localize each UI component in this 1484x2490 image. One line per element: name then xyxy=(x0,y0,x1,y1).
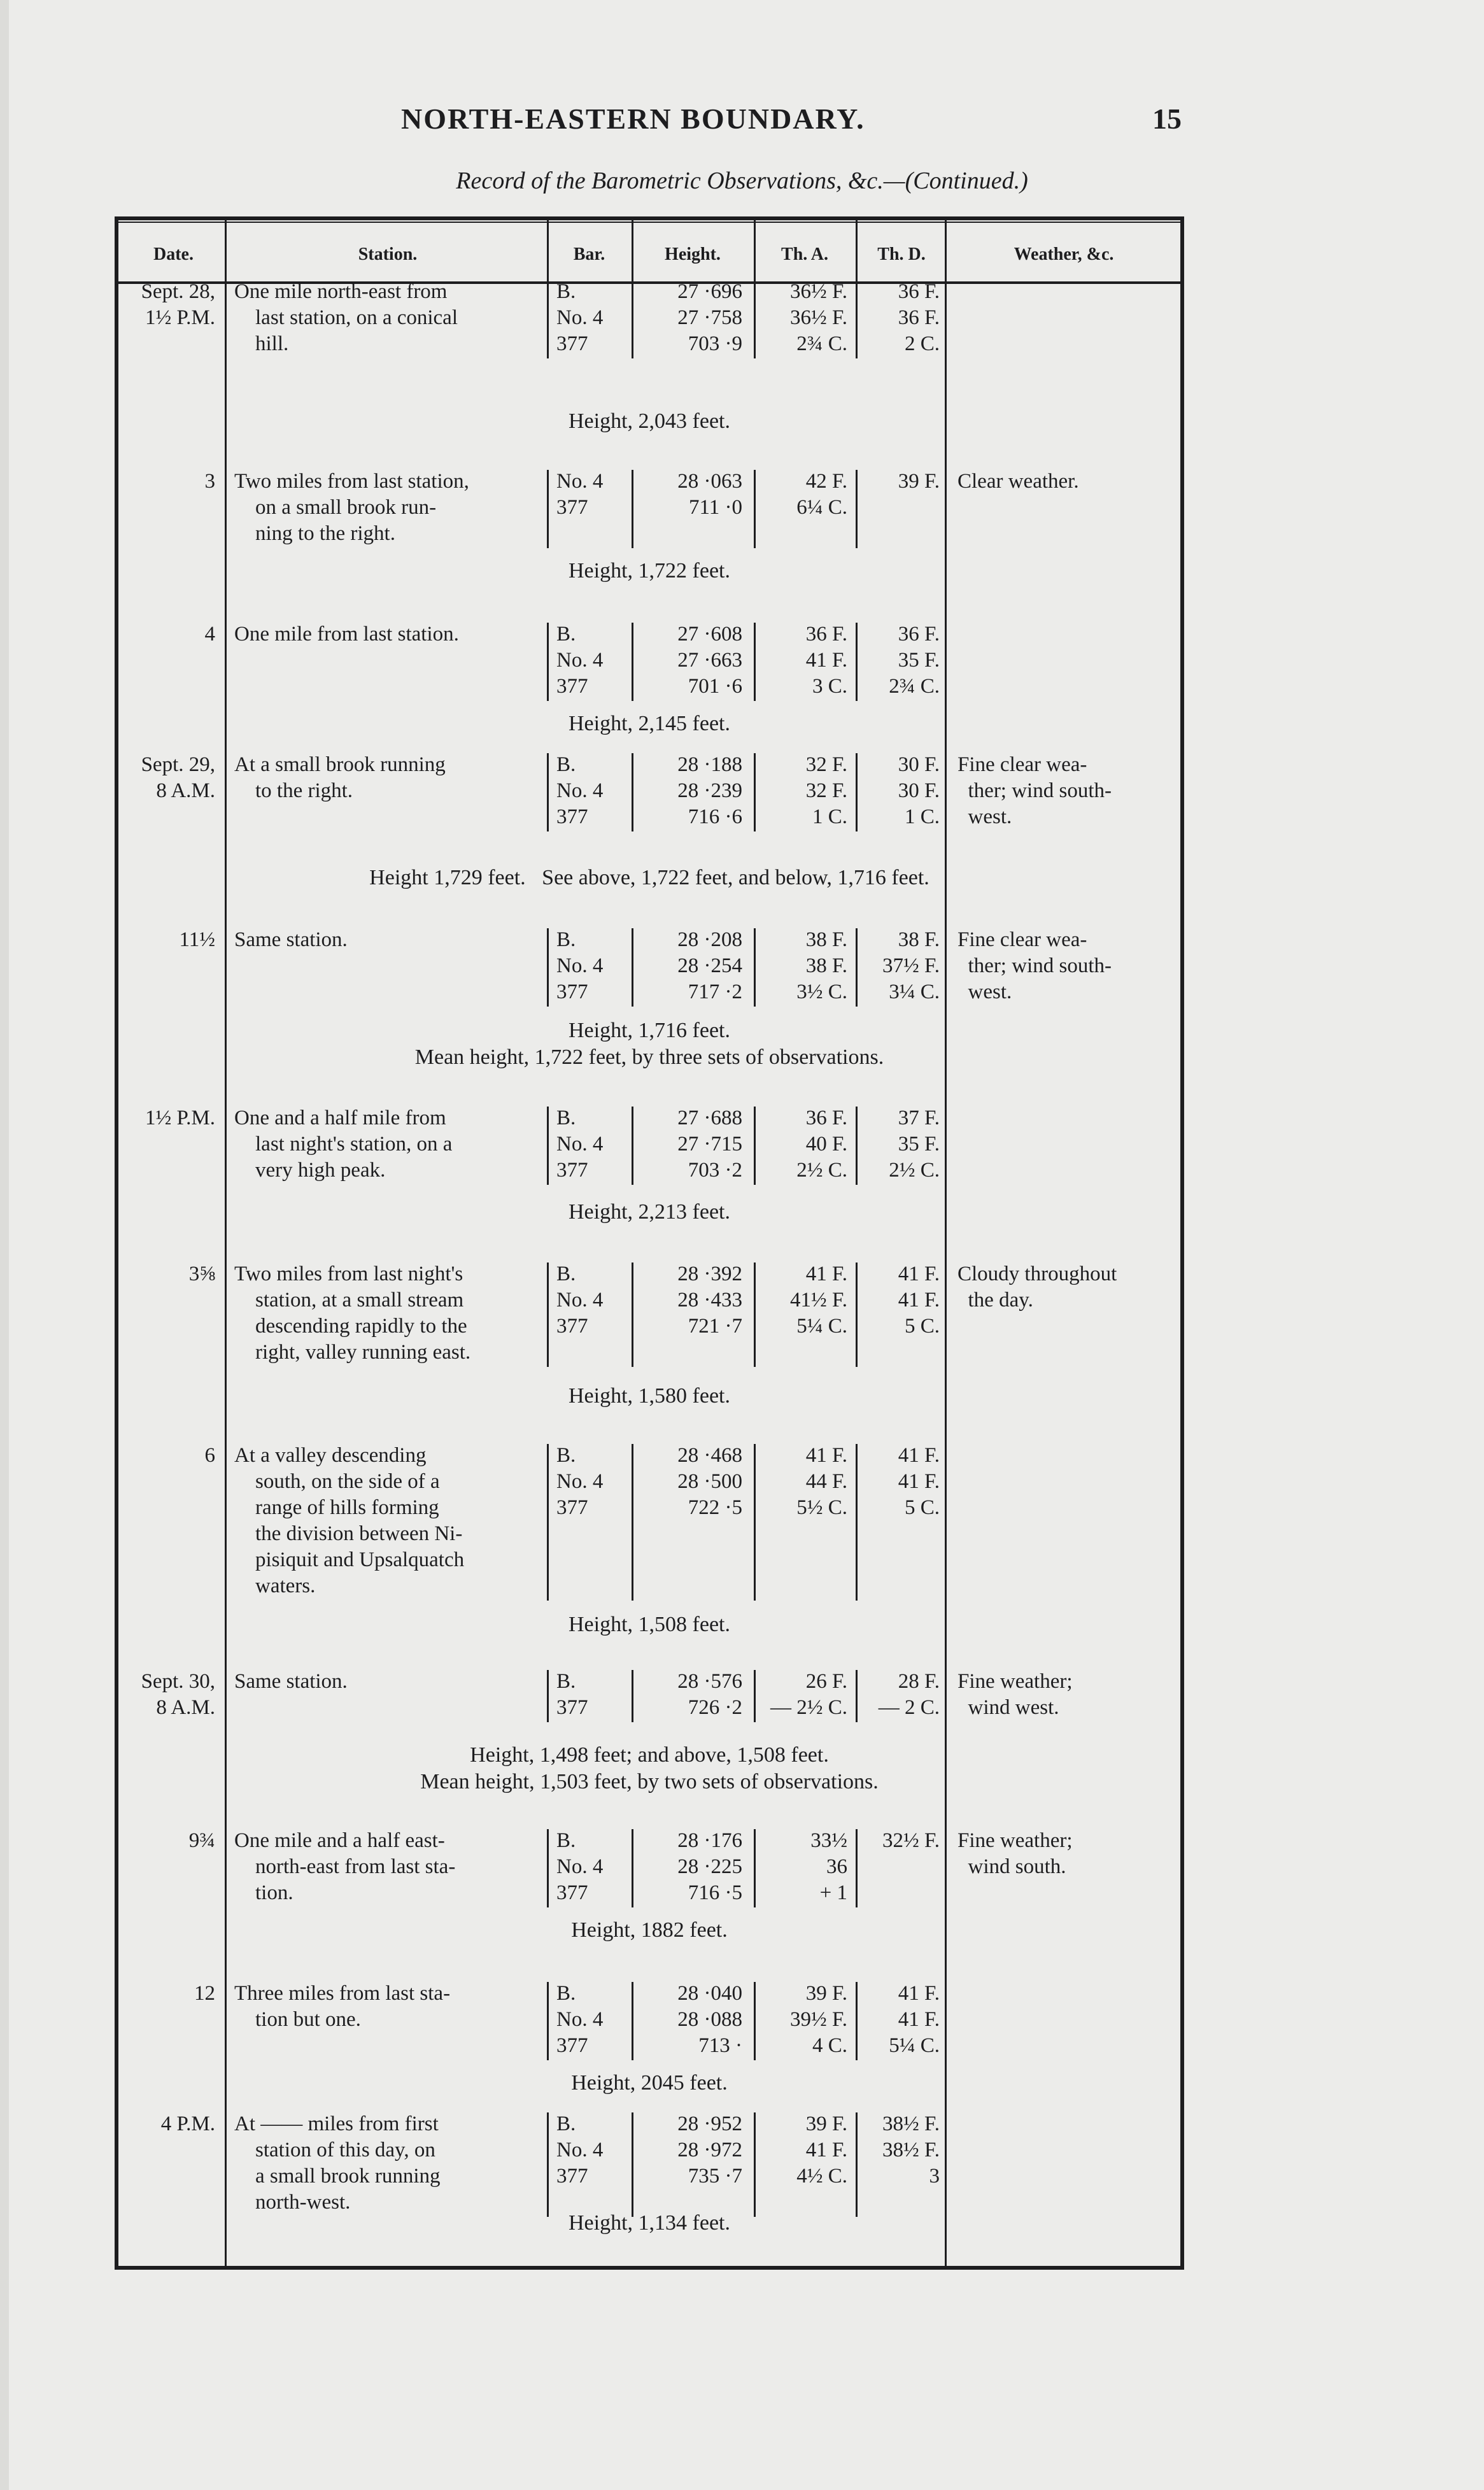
entry-5-height: 28 ·208 28 ·254 717 ·2 xyxy=(677,928,742,1003)
entry-2-date: 3 xyxy=(204,470,215,493)
table-caption: Record of the Barometric Observations, &c.—(Continued.) xyxy=(456,167,1028,194)
entry-4-column-rule xyxy=(856,753,858,831)
entry-6-height-summary: Height, 2,213 feet. xyxy=(569,1200,730,1224)
entry-7-column-rule xyxy=(632,1263,633,1367)
divider-date-station xyxy=(225,220,227,2266)
entry-11-column-rule xyxy=(632,1982,633,2060)
divider-header-thd xyxy=(856,220,858,281)
entry-6-station: One and a half mile from last night's station, on a very high peak. xyxy=(234,1107,453,1182)
entry-7-column-rule xyxy=(754,1263,756,1367)
entry-10-station: One mile and a half east- north-east from last sta- tion. xyxy=(234,1829,456,1904)
entry-9-station: Same station. xyxy=(234,1670,348,1693)
entry-4-column-rule xyxy=(754,753,756,831)
entry-4-height-summary: Height 1,729 feet. See above, 1,722 feet, and below, 1,716 feet. xyxy=(369,866,929,889)
entry-1-date: Sept. 28, 1½ P.M. xyxy=(141,280,215,329)
entry-3-date: 4 xyxy=(204,623,215,646)
entry-1-column-rule xyxy=(547,280,549,358)
entry-3-station: One mile from last station. xyxy=(234,623,459,646)
entry-5-th-a: 38 F. 38 F. 3½ C. xyxy=(796,928,847,1003)
entry-8-th-a: 41 F. 44 F. 5½ C. xyxy=(796,1444,847,1519)
entry-9-column-rule xyxy=(632,1670,633,1722)
entry-8-height: 28 ·468 28 ·500 722 ·5 xyxy=(677,1444,742,1519)
entry-9-height: 28 ·576 726 ·2 xyxy=(677,1670,742,1719)
entry-5-column-rule xyxy=(754,928,756,1007)
entry-11-th-a: 39 F. 39½ F. 4 C. xyxy=(790,1982,847,2057)
entry-9-column-rule xyxy=(547,1670,549,1722)
entry-4-height: 28 ·188 28 ·239 716 ·6 xyxy=(677,753,742,828)
entry-2-th-a: 42 F. 6¼ C. xyxy=(796,470,847,519)
divider-header-tha xyxy=(754,220,756,281)
entry-2-column-rule xyxy=(754,470,756,548)
entry-7-height: 28 ·392 28 ·433 721 ·7 xyxy=(677,1263,742,1338)
entry-11-height: 28 ·040 28 ·088 713 · xyxy=(677,1982,742,2057)
entry-8-station: At a valley descending south, on the side of a range of hills forming the division between Ni- pisiquit and Upsalquatch waters. xyxy=(234,1444,465,1597)
col-header-bar: Bar. xyxy=(573,244,605,264)
entry-10-th-d: 32½ F. xyxy=(882,1829,940,1852)
entry-6-th-d: 37 F. 35 F. 2½ C. xyxy=(889,1107,940,1182)
entry-8-column-rule xyxy=(632,1444,633,1601)
entry-10-date: 9¾ xyxy=(188,1829,215,1852)
entry-1-th-d: 36 F. 36 F. 2 C. xyxy=(898,280,940,355)
entry-9-date: Sept. 30, 8 A.M. xyxy=(141,1670,215,1719)
entry-9-th-a: 26 F. — 2½ C. xyxy=(770,1670,847,1719)
entry-8-column-rule xyxy=(856,1444,858,1601)
entry-3-bar: B. No. 4 377 xyxy=(556,623,604,698)
entry-12-th-a: 39 F. 41 F. 4½ C. xyxy=(796,2112,847,2188)
col-header-th-a: Th. A. xyxy=(781,244,828,264)
entry-10-bar: B. No. 4 377 xyxy=(556,1829,604,1904)
divider-header-bar xyxy=(547,220,549,281)
entry-3-height: 27 ·608 27 ·663 701 ·6 xyxy=(677,623,742,698)
entry-3-th-d: 36 F. 35 F. 2¾ C. xyxy=(889,623,940,698)
entry-7-column-rule xyxy=(856,1263,858,1367)
col-header-th-d: Th. D. xyxy=(877,244,926,264)
entry-12-station: At —— miles from first station of this day, on a small brook running north-west. xyxy=(234,2112,441,2214)
page-number: 15 xyxy=(1152,103,1182,135)
entry-9-column-rule xyxy=(856,1670,858,1722)
entry-4-th-a: 32 F. 32 F. 1 C. xyxy=(805,753,847,828)
entry-5-date: 11½ xyxy=(179,928,215,951)
entry-6-column-rule xyxy=(754,1107,756,1185)
entry-1-station: One mile north-east from last station, on a conical hill. xyxy=(234,280,458,355)
entry-3-height-summary: Height, 2,145 feet. xyxy=(569,712,730,735)
entry-5-weather: Fine clear wea- ther; wind south- west. xyxy=(958,928,1112,1003)
running-head: NORTH-EASTERN BOUNDARY. xyxy=(401,103,865,135)
entry-9-column-rule xyxy=(754,1670,756,1722)
col-header-height: Height. xyxy=(665,244,721,264)
entry-7-column-rule xyxy=(547,1263,549,1367)
entry-7-th-d: 41 F. 41 F. 5 C. xyxy=(898,1263,940,1338)
entry-3-column-rule xyxy=(632,623,633,701)
entry-7-height-summary: Height, 1,580 feet. xyxy=(569,1384,730,1408)
entry-5-th-d: 38 F. 37½ F. 3¼ C. xyxy=(882,928,940,1003)
page-header xyxy=(0,102,1484,140)
entry-4-date: Sept. 29, 8 A.M. xyxy=(141,753,215,802)
entry-11-th-d: 41 F. 41 F. 5¼ C. xyxy=(889,1982,940,2057)
entry-1-th-a: 36½ F. 36½ F. 2¾ C. xyxy=(790,280,847,355)
entry-7-station: Two miles from last night's station, at a small stream descending rapidly to the right, valley running east. xyxy=(234,1263,471,1364)
entry-12-height: 28 ·952 28 ·972 735 ·7 xyxy=(677,2112,742,2188)
entry-5-column-rule xyxy=(856,928,858,1007)
entry-1-height: 27 ·696 27 ·758 703 ·9 xyxy=(677,280,742,355)
entry-12-column-rule xyxy=(754,2112,756,2217)
entry-9-bar: B. 377 xyxy=(556,1670,588,1719)
entry-11-date: 12 xyxy=(194,1982,215,2005)
entry-4-bar: B. No. 4 377 xyxy=(556,753,604,828)
entry-11-station: Three miles from last sta- tion but one. xyxy=(234,1982,451,2031)
entry-8-column-rule xyxy=(547,1444,549,1601)
entry-2-th-d: 39 F. xyxy=(898,470,940,493)
entry-1-bar: B. No. 4 377 xyxy=(556,280,604,355)
entry-6-date: 1½ P.M. xyxy=(145,1107,215,1129)
entry-10-th-a: 33½ 36 + 1 xyxy=(810,1829,847,1904)
entry-6-column-rule xyxy=(547,1107,549,1185)
entry-8-height-summary: Height, 1,508 feet. xyxy=(569,1613,730,1636)
entry-12-date: 4 P.M. xyxy=(160,2112,215,2135)
entry-6-height: 27 ·688 27 ·715 703 ·2 xyxy=(677,1107,742,1182)
entry-10-height-summary: Height, 1882 feet. xyxy=(571,1918,728,1942)
entry-7-date: 3⅝ xyxy=(188,1263,215,1285)
entry-5-height-summary: Height, 1,716 feet. Mean height, 1,722 feet, by three sets of observations. xyxy=(414,1019,884,1069)
entry-2-weather: Clear weather. xyxy=(958,470,1079,493)
entry-6-bar: B. No. 4 377 xyxy=(556,1107,604,1182)
entry-6-column-rule xyxy=(856,1107,858,1185)
entry-7-weather: Cloudy throughout the day. xyxy=(958,1263,1117,1312)
entry-8-th-d: 41 F. 41 F. 5 C. xyxy=(898,1444,940,1519)
entry-10-column-rule xyxy=(632,1829,633,1907)
entry-1-column-rule xyxy=(632,280,633,358)
entry-10-column-rule xyxy=(856,1829,858,1907)
entry-7-th-a: 41 F. 41½ F. 5¼ C. xyxy=(790,1263,847,1338)
entry-12-column-rule xyxy=(632,2112,633,2217)
entry-12-bar: B. No. 4 377 xyxy=(556,2112,604,2188)
entry-10-height: 28 ·176 28 ·225 716 ·5 xyxy=(677,1829,742,1904)
divider-thd-weather xyxy=(945,220,947,2266)
entry-9-weather: Fine weather; wind west. xyxy=(958,1670,1073,1719)
entry-3-column-rule xyxy=(856,623,858,701)
entry-11-column-rule xyxy=(754,1982,756,2060)
entry-12-height-summary: Height, 1,134 feet. xyxy=(569,2211,730,2235)
entry-8-column-rule xyxy=(754,1444,756,1601)
entry-8-date: 6 xyxy=(204,1444,215,1467)
entry-9-height-summary: Height, 1,498 feet; and above, 1,508 feet. Mean height, 1,503 feet, by two sets of observations. xyxy=(420,1743,879,1793)
entry-2-height: 28 ·063 711 ·0 xyxy=(677,470,742,519)
entry-1-height-summary: Height, 2,043 feet. xyxy=(569,409,730,433)
entry-11-column-rule xyxy=(547,1982,549,2060)
entry-10-column-rule xyxy=(754,1829,756,1907)
col-header-date: Date. xyxy=(153,244,194,264)
entry-12-column-rule xyxy=(856,2112,858,2217)
entry-2-column-rule xyxy=(547,470,549,548)
entry-4-station: At a small brook running to the right. xyxy=(234,753,446,802)
entry-10-column-rule xyxy=(547,1829,549,1907)
entry-7-bar: B. No. 4 377 xyxy=(556,1263,604,1338)
entry-1-column-rule xyxy=(754,280,756,358)
divider-header-height xyxy=(632,220,633,281)
entry-6-column-rule xyxy=(632,1107,633,1185)
entry-4-column-rule xyxy=(547,753,549,831)
entry-5-bar: B. No. 4 377 xyxy=(556,928,604,1003)
entry-9-th-d: 28 F. — 2 C. xyxy=(878,1670,940,1719)
entry-1-column-rule xyxy=(856,280,858,358)
col-header-weather: Weather, &c. xyxy=(1014,244,1114,264)
entry-4-th-d: 30 F. 30 F. 1 C. xyxy=(898,753,940,828)
entry-4-weather: Fine clear wea- ther; wind south- west. xyxy=(958,753,1112,828)
entry-3-th-a: 36 F. 41 F. 3 C. xyxy=(805,623,847,698)
entry-2-bar: No. 4 377 xyxy=(556,470,604,519)
entry-5-station: Same station. xyxy=(234,928,348,951)
entry-10-weather: Fine weather; wind south. xyxy=(958,1829,1073,1878)
observations-table xyxy=(115,216,1184,2270)
entry-5-column-rule xyxy=(547,928,549,1007)
entry-2-height-summary: Height, 1,722 feet. xyxy=(569,559,730,583)
entry-11-height-summary: Height, 2045 feet. xyxy=(571,2071,728,2095)
entry-5-column-rule xyxy=(632,928,633,1007)
entry-12-th-d: 38½ F. 38½ F. 3 xyxy=(882,2112,940,2188)
entry-3-column-rule xyxy=(754,623,756,701)
entry-4-column-rule xyxy=(632,753,633,831)
entry-2-column-rule xyxy=(632,470,633,548)
entry-2-station: Two miles from last station, on a small brook run- ning to the right. xyxy=(234,470,469,545)
entry-2-column-rule xyxy=(856,470,858,548)
entry-8-bar: B. No. 4 377 xyxy=(556,1444,604,1519)
entry-6-th-a: 36 F. 40 F. 2½ C. xyxy=(796,1107,847,1182)
entry-11-column-rule xyxy=(856,1982,858,2060)
entry-11-bar: B. No. 4 377 xyxy=(556,1982,604,2057)
entry-3-column-rule xyxy=(547,623,549,701)
page-edge-shadow xyxy=(0,0,9,2490)
entry-12-column-rule xyxy=(547,2112,549,2217)
col-header-station: Station. xyxy=(358,244,418,264)
